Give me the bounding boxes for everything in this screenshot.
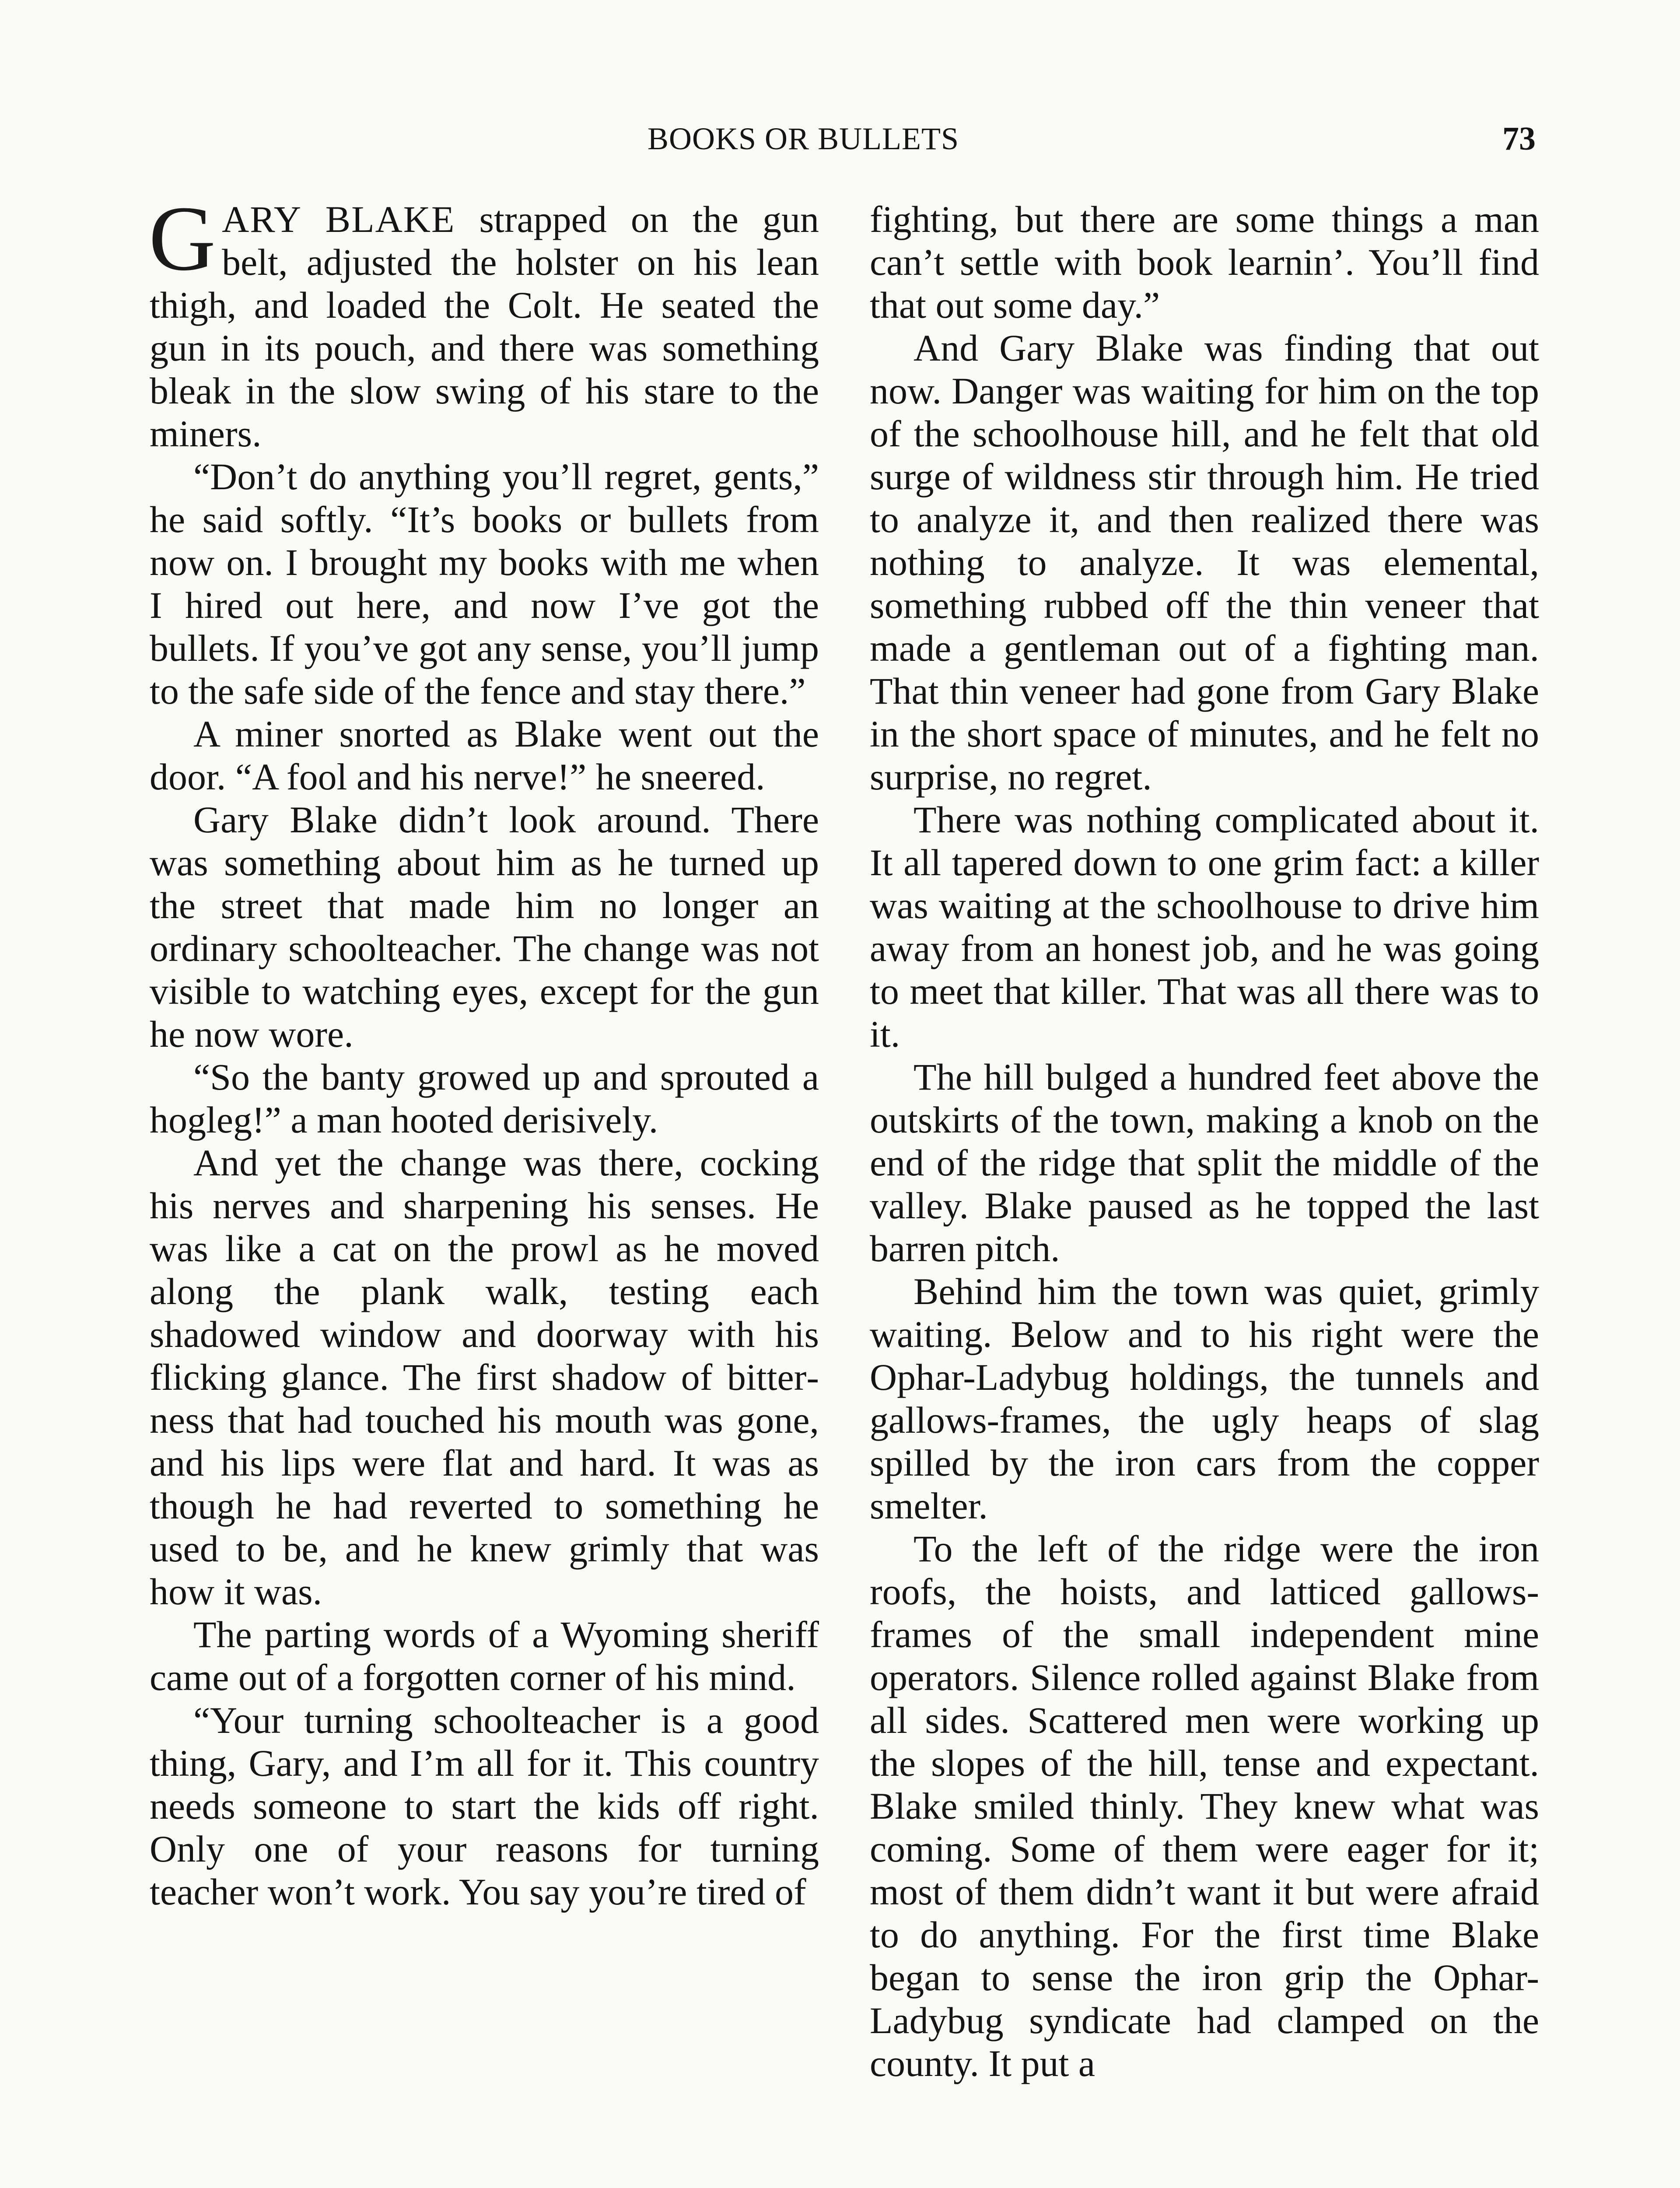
paragraph: The parting words of a Wyoming sheriff came out of a forgotten corner of his mind.	[150, 1613, 819, 1698]
paragraph: Behind him the town was quiet, grimly waiting. Below and to his right were the Ophar-Ladybug holdings, the tunnels and gallows-frames, the ugly heaps of slag spilled by the iron cars from the copper smelter.	[870, 1270, 1539, 1527]
drop-cap: G	[149, 187, 216, 290]
paragraph: The hill bulged a hundred feet above the outskirts of the town, making a knob on the end of the ridge that split the middle of the valley. Blake paused as he topped the last barren pitch.	[870, 1056, 1539, 1269]
running-head: BOOKS OR BULLETS	[648, 121, 959, 156]
paragraph: “So the banty growed up and sprouted a hogleg!” a man hooted derisively.	[150, 1056, 819, 1141]
paragraph: And yet the change was there, cocking his nerves and sharpening his senses. He was like a cat on the prowl as he moved along the plank walk, testing each shadowed window and doorway with his flicking glance. The first shadow of bitterness that had touched his mouth was gone, and his lips were flat and hard. It was as though he had reverted to something he used to be, and he knew grimly that was how it was.	[150, 1142, 819, 1613]
page-number: 73	[1502, 120, 1536, 157]
left-column	[149, 187, 819, 1913]
page-header	[0, 115, 1680, 163]
paragraph-text: strapped on the gun belt, adjusted the holster on his lean thigh, and loaded the Colt. He seated the gun in its pouch, and there was something bleak in the slow swing of his stare to the miners.	[150, 198, 819, 455]
paragraph: “Your turning schoolteacher is a good thing, Gary, and I’m all for it. This country needs someone to start the kids off right. Only one of your reasons for turning teacher won’t work. You say you’re tired of	[150, 1699, 819, 1913]
paragraph: To the left of the ridge were the iron roofs, the hoists, and latticed gallows-frames of the small independent mine operators. Silence rolled against Blake from all sides. Scattered men were working up the slopes of the hill, tense and expectant. Blake smiled thinly. They knew what was coming. Some of them were eager for it; most of them didn’t want it but were afraid to do anything. For the first time Blake began to sense the iron grip the Ophar-Ladybug syndicate had clamped on the county. It put a	[870, 1528, 1539, 2084]
paragraph: Gary Blake didn’t look around. There was something about him as he turned up the street that made him no longer an ordinary schoolteacher. The change was not visible to watching eyes, except for the gun he now wore.	[150, 799, 819, 1055]
paragraph-continued: fighting, but there are some things a man can’t settle with book learnin’. You’ll find that out some day.”	[870, 198, 1539, 326]
paragraph: A miner snorted as Blake went out the door. “A fool and his nerve!” he sneered.	[150, 713, 819, 798]
right-column	[870, 198, 1539, 2085]
paragraph: And Gary Blake was finding that out now. Danger was waiting for him on the top of the schoolhouse hill, and he felt that old surge of wildness stir through him. He tried to analyze it, and then realized there was nothing to analyze. It was elemental, something rubbed off the thin veneer that made a gentleman out of a fighting man. That thin veneer had gone from Gary Blake in the short space of minutes, and he felt no surprise, no regret.	[870, 327, 1539, 798]
opening-paragraph	[149, 187, 819, 455]
paragraph: “Don’t do anything you’ll regret, gents,” he said softly. “It’s books or bullets from now on. I brought my books with me when I hired out here, and now I’ve got the bullets. If you’ve got any sense, you’ll jump to the safe side of the fence and stay there.”	[150, 456, 819, 712]
opening-caps: ARY BLAKE	[222, 198, 455, 240]
paragraph: There was nothing complicated about it. It all tapered down to one grim fact: a killer was waiting at the schoolhouse to drive him away from an honest job, and he was going to meet that killer. That was all there was to it.	[870, 799, 1539, 1055]
